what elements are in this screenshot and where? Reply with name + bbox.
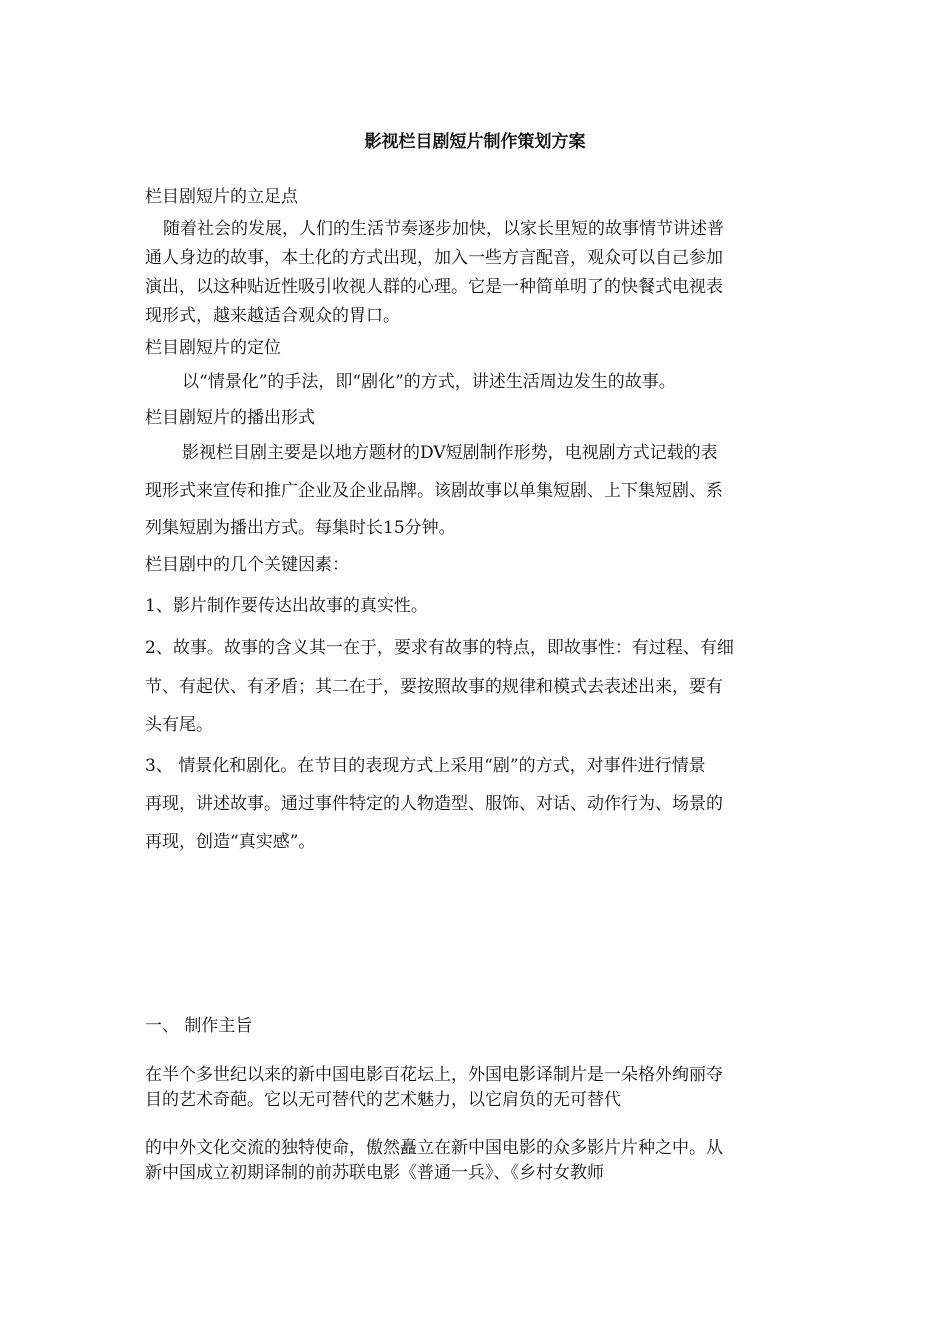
paragraph-line: 的中外文化交流的独特使命，傲然矗立在新中国电影的众多影片片种之中。从 (145, 1138, 723, 1158)
paragraph-line: 节、有起伏、有矛盾；其二在于，要按照故事的规律和模式去表述出来，要有 (145, 677, 723, 697)
paragraph-line: 影视栏目剧主要是以地方题材的DV短剧制作形势，电视剧方式记载的表 (182, 443, 718, 463)
section-heading: 一、 制作主旨 (145, 1016, 253, 1036)
paragraph-line: 通人身边的故事，本土化的方式出现，加入一些方言配音，观众可以自己参加 (145, 248, 723, 268)
list-item: 2、故事。故事的含义其一在于，要求有故事的特点，即故事性：有过程、有细 (145, 638, 734, 658)
paragraph-line: 现形式，越来越适合观众的胃口。 (145, 306, 400, 326)
list-item: 3、 情景化和剧化。在节目的表现方式上采用“剧”的方式，对事件进行情景 (145, 756, 706, 776)
paragraph-line: 以“情景化”的手法，即“剧化”的方式，讲述生活周边发生的故事。 (182, 372, 676, 392)
paragraph-line: 再现，创造“真实感”。 (145, 832, 316, 852)
paragraph-line: 随着社会的发展，人们的生活节奏逐步加快，以家长里短的故事情节讲述普 (163, 219, 724, 239)
paragraph-line: 现形式来宣传和推广企业及企业品牌。该剧故事以单集短剧、上下集短剧、系 (145, 481, 723, 501)
paragraph-line: 再现，讲述故事。通过事件特定的人物造型、服饰、对话、动作行为、场景的 (145, 794, 723, 814)
paragraph-line: 演出，以这种贴近性吸引收视人群的心理。它是一种简单明了的快餐式电视表 (145, 277, 723, 297)
section-heading: 栏目剧中的几个关键因素： (145, 555, 349, 575)
section-heading: 栏目剧短片的定位 (145, 338, 281, 358)
paragraph-line: 新中国成立初期译制的前苏联电影《普通一兵》、《乡村女教师 (145, 1163, 604, 1183)
paragraph-line: 目的艺术奇葩。它以无可替代的艺术魅力，以它肩负的无可替代 (145, 1090, 621, 1110)
document-title: 影视栏目剧短片制作策划方案 (364, 132, 586, 152)
paragraph-line: 列集短剧为播出方式。每集时长15分钟。 (145, 518, 456, 538)
paragraph-line: 头有尾。 (145, 715, 213, 735)
list-item: 1、影片制作要传达出故事的真实性。 (145, 596, 428, 616)
paragraph-line: 在半个多世纪以来的新中国电影百花坛上，外国电影译制片是一朵格外绚丽夺 (145, 1065, 723, 1085)
section-heading: 栏目剧短片的立足点 (145, 187, 298, 207)
section-heading: 栏目剧短片的播出形式 (145, 408, 315, 428)
